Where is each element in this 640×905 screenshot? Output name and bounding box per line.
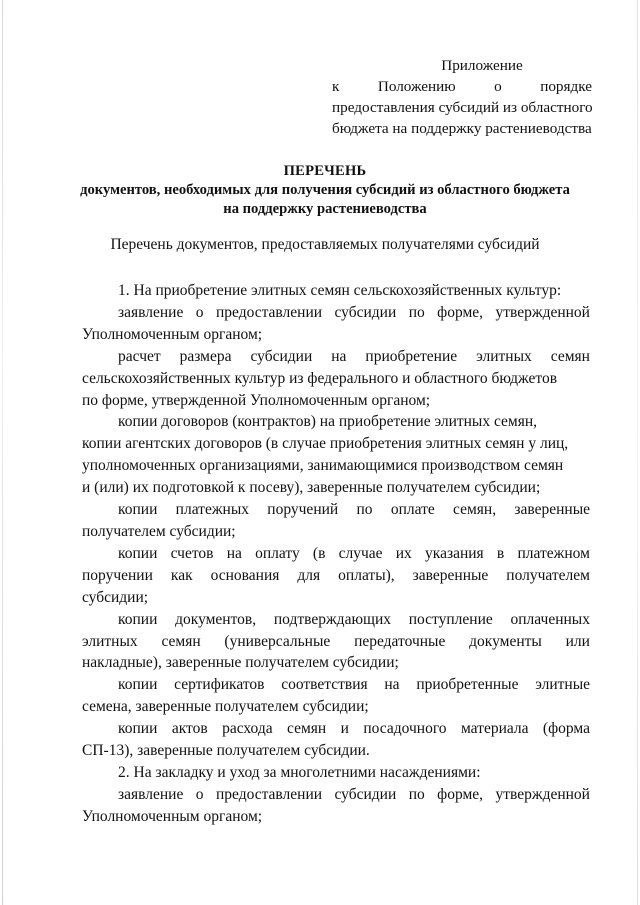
word: документы — [469, 632, 542, 650]
paragraph-line — [82, 609, 590, 631]
word: случае — [338, 544, 383, 562]
word: и — [340, 720, 349, 738]
word: заверенные — [412, 566, 489, 584]
word: размера — [179, 347, 232, 365]
appendix-line-1 — [332, 76, 592, 97]
word: их — [395, 544, 412, 562]
appendix-word: к — [332, 78, 340, 95]
word: субсидии — [334, 785, 397, 803]
word: на — [384, 676, 400, 694]
paragraph-line: копии агентских договоров (в случае приобретения элитных семян у лиц, — [82, 435, 569, 453]
word: указания — [425, 544, 484, 562]
word: о — [195, 303, 204, 321]
paragraph-line — [82, 631, 590, 653]
word: документов, — [175, 610, 257, 628]
paragraph-line — [82, 543, 590, 565]
appendix-line-3: бюджета на поддержку растениеводства — [332, 120, 592, 137]
word: для — [297, 566, 321, 584]
appendix-word: Положению — [377, 78, 456, 95]
word: как — [170, 566, 193, 584]
word: элитных — [476, 347, 532, 365]
word: по — [408, 303, 425, 321]
word: оплаченных — [510, 610, 590, 628]
paragraph-line: по форме, утвержденной Уполномоченным органом; — [82, 391, 431, 409]
word: семян — [550, 347, 590, 365]
appendix-word: о — [494, 78, 502, 95]
word: семян, — [453, 501, 497, 519]
heading-line-2: на поддержку растениеводства — [223, 201, 427, 217]
paragraph-line: накладные), заверенные получателем субсидии; — [82, 654, 399, 672]
section-2-title: 2. На закладку и уход за многолетними насаждениями: — [118, 763, 481, 781]
word: заверенные — [514, 501, 590, 519]
paragraph-line: Уполномоченным органом; — [82, 325, 263, 343]
paragraph-line: получателем субсидии; — [82, 522, 236, 540]
word: копии — [118, 676, 158, 694]
word: оплаты), — [338, 566, 395, 584]
word: передаточные — [354, 632, 446, 650]
word: поручении — [82, 566, 153, 584]
paragraph-line — [82, 302, 590, 324]
word: субсидии — [250, 347, 313, 365]
word: копии — [118, 610, 158, 628]
word: форме, — [437, 785, 484, 803]
word: (форма — [542, 720, 590, 738]
word: подтверждающих — [273, 610, 392, 628]
word: платежных — [175, 501, 250, 519]
document-subheading: Перечень документов, предоставляемых получателями субсидий — [110, 236, 540, 253]
word: актов — [171, 720, 208, 738]
word: заявление — [118, 303, 184, 321]
appendix-word: порядке — [540, 78, 592, 95]
word: по — [356, 501, 373, 519]
word: соответствия — [281, 676, 368, 694]
word: приобретение — [365, 347, 458, 365]
paragraph-line: семена, заверенные получателем субсидии; — [82, 698, 369, 716]
heading-title: ПЕРЕЧЕНЬ — [283, 163, 367, 179]
word: (в — [312, 544, 326, 562]
paragraph-line: и (или) их подготовкой к посеву), заверенные получателем субсидии; — [82, 479, 541, 497]
word: семян — [287, 720, 327, 738]
word: на — [226, 544, 242, 562]
appendix-block — [332, 55, 592, 139]
word: поручений — [267, 501, 339, 519]
paragraph-line: СП-13), заверенные получателем субсидии. — [82, 742, 370, 760]
paragraph-line — [82, 784, 590, 806]
word: основания — [210, 566, 280, 584]
word: копии — [118, 501, 158, 519]
word: предоставлении — [215, 303, 323, 321]
word: приобретенные — [416, 676, 519, 694]
word: в — [496, 544, 505, 562]
word: утвержденной — [495, 303, 590, 321]
word: сертификатов — [174, 676, 265, 694]
word: расхода — [222, 720, 273, 738]
word: материала — [460, 720, 529, 738]
word: или — [565, 632, 590, 650]
word: копии — [118, 544, 158, 562]
word: элитные — [535, 676, 590, 694]
paragraph-line — [82, 565, 590, 587]
word: (универсальные — [224, 632, 331, 650]
word: субсидии — [334, 303, 397, 321]
document-heading — [60, 162, 590, 219]
word: счетов — [170, 544, 214, 562]
word: платежном — [517, 544, 590, 562]
heading-line-1: документов, необходимых для получения субсидий из областного бюджета — [80, 182, 570, 198]
word: заявление — [118, 785, 184, 803]
word: оплате — [390, 501, 435, 519]
word: семян — [161, 632, 201, 650]
word: оплату — [255, 544, 300, 562]
word: получателем — [506, 566, 590, 584]
paragraph-line — [82, 346, 590, 368]
word: расчет — [118, 347, 161, 365]
document-body — [82, 280, 590, 828]
word: предоставлении — [215, 785, 323, 803]
word: утвержденной — [495, 785, 590, 803]
paragraph-line: сельскохозяйственных культур из федерального и областного бюджетов — [82, 369, 558, 387]
word: о — [195, 785, 204, 803]
paragraph-line — [82, 499, 590, 521]
paragraph-line — [82, 718, 590, 740]
word: посадочного — [363, 720, 447, 738]
section-1-title: 1. На приобретение элитных семян сельскохозяйственных культур: — [118, 282, 562, 299]
word: элитных — [82, 632, 138, 650]
scan-edge-left — [2, 0, 3, 905]
scan-edge-right — [637, 0, 638, 905]
paragraph-line: Уполномоченным органом; — [82, 807, 263, 825]
word: на — [331, 347, 347, 365]
paragraph-line: уполномоченных организациями, занимающимися производством семян — [82, 457, 564, 475]
appendix-title: Приложение — [441, 57, 523, 74]
paragraph-line: копии договоров (контрактов) на приобретение элитных семян, — [118, 413, 538, 431]
word: по — [408, 785, 425, 803]
paragraph-line — [82, 674, 590, 696]
word: форме, — [437, 303, 484, 321]
word: копии — [118, 720, 158, 738]
paragraph-line: субсидии; — [82, 588, 149, 606]
appendix-line-2: предоставления субсидий из областного — [332, 99, 593, 116]
word: поступление — [408, 610, 493, 628]
